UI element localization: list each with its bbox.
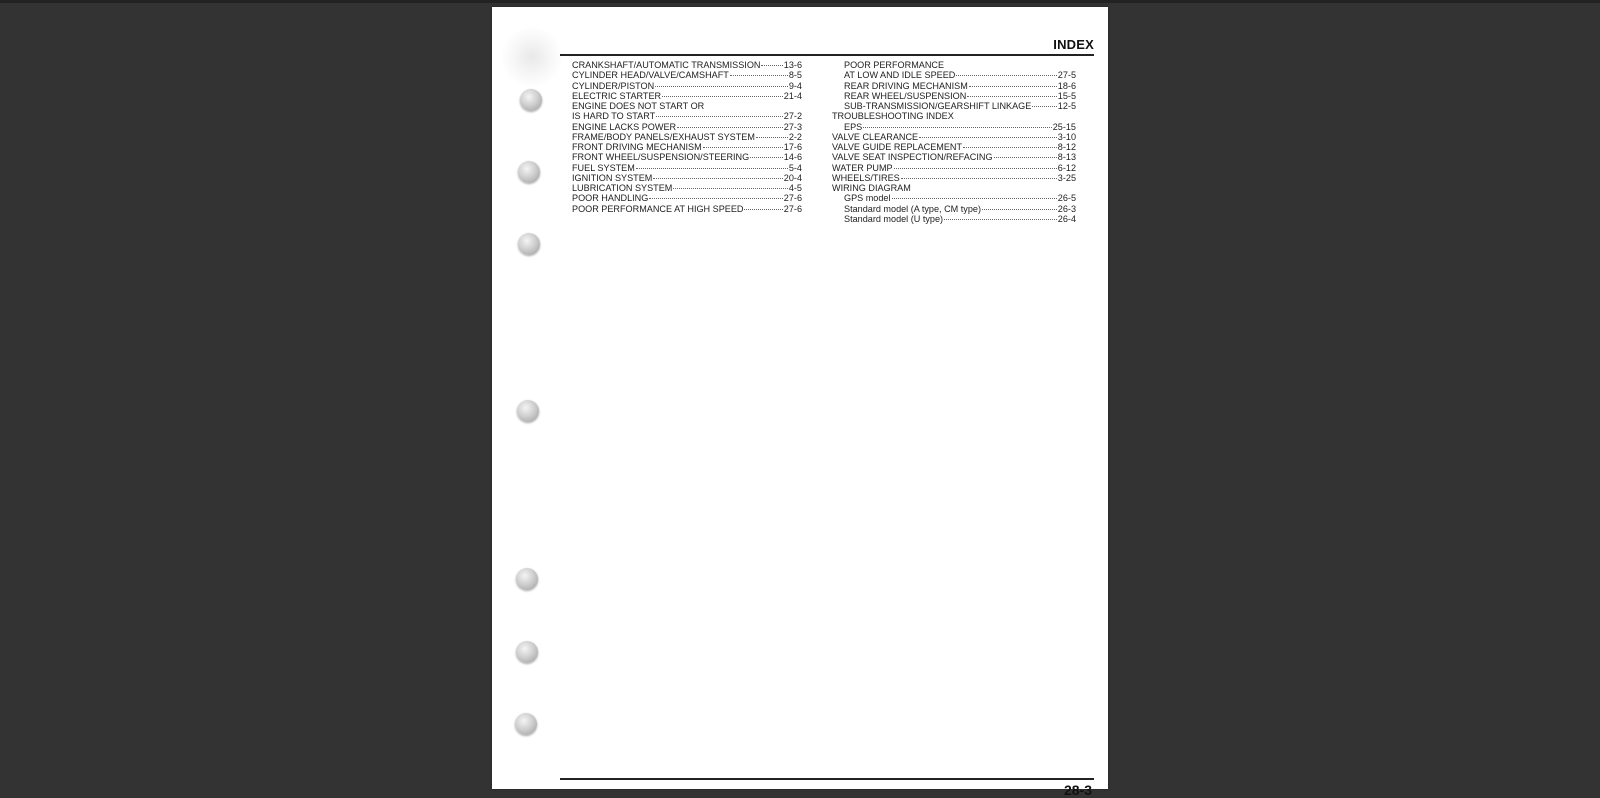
dot-leader (1032, 106, 1057, 107)
index-entry-page: 8-5 (788, 70, 802, 81)
index-entry-page: 9-4 (788, 80, 802, 91)
index-entry-title: FRONT WHEEL/SUSPENSION/STEERING (572, 152, 750, 163)
dot-leader (730, 75, 788, 76)
binder-hole-icon (520, 89, 542, 111)
index-entry (572, 70, 802, 80)
index-entry-title: FRONT DRIVING MECHANISM (572, 142, 702, 152)
dot-leader (944, 219, 1057, 220)
index-entry-title: VALVE GUIDE REPLACEMENT (832, 142, 963, 152)
index-entry-page: 27-5 (1057, 70, 1076, 81)
index-entry-page: 18-6 (1057, 80, 1076, 91)
index-entry (832, 111, 1076, 121)
document-page (492, 7, 1108, 798)
index-entry-page: 8-12 (1057, 142, 1076, 152)
index-column-right (832, 60, 1076, 224)
header-rule (560, 54, 1094, 56)
dot-leader (919, 137, 1057, 138)
index-entry-title: WHEELS/TIRES (832, 172, 900, 183)
dot-leader (892, 198, 1057, 199)
index-entry-title: REAR WHEEL/SUSPENSION (844, 90, 967, 101)
index-entry-title: VALVE SEAT INSPECTION/REFACING (832, 152, 993, 163)
binder-hole-icon (516, 568, 538, 590)
index-entry-page: 12-5 (1057, 101, 1076, 111)
index-entry-title: POOR PERFORMANCE (844, 60, 945, 70)
index-entry-title: VALVE CLEARANCE (832, 131, 919, 142)
index-entry (832, 142, 1076, 152)
index-entry-page: 3-10 (1057, 131, 1076, 142)
page-smudge (502, 27, 562, 87)
dot-leader (967, 96, 1057, 97)
index-entry (572, 101, 802, 111)
index-entry (832, 70, 1076, 80)
index-entry-title: CRANKSHAFT/AUTOMATIC TRANSMISSION (572, 60, 761, 70)
index-entry-page: 14-6 (783, 152, 802, 163)
index-entry-title: IS HARD TO START (572, 111, 656, 122)
dot-leader (756, 137, 788, 138)
index-entry-title: POOR HANDLING (572, 193, 649, 204)
index-entry-page: 26-3 (1057, 203, 1076, 214)
index-entry-title: CYLINDER/PISTON (572, 80, 655, 91)
index-entry-page: 27-6 (783, 193, 802, 204)
index-entry-title: POOR PERFORMANCE AT HIGH SPEED (572, 203, 744, 214)
dot-leader (982, 209, 1057, 210)
index-entry-title: AT LOW AND IDLE SPEED (844, 70, 956, 81)
index-entry-page: 26-5 (1057, 193, 1076, 204)
index-entry-page: 5-4 (788, 162, 802, 173)
index-entry-page: 13-6 (783, 60, 802, 70)
index-entry-title: GPS model (844, 193, 891, 204)
dot-leader (636, 168, 788, 169)
index-entry-title: Standard model (A type, CM type) (844, 203, 981, 214)
binder-hole-icon (517, 400, 539, 422)
index-entry-page: 20-4 (783, 172, 802, 183)
index-entry-title: CYLINDER HEAD/VALVE/CAMSHAFT (572, 70, 729, 81)
index-entry-page: 15-5 (1057, 90, 1076, 101)
index-entry (832, 132, 1076, 142)
index-entry-page: 21-4 (783, 90, 802, 101)
index-entry-title: REAR DRIVING MECHANISM (844, 80, 968, 91)
index-entry (832, 152, 1076, 162)
dot-leader (703, 147, 783, 148)
index-entry-page: 3-25 (1057, 172, 1076, 183)
index-entry-title: FRAME/BODY PANELS/EXHAUST SYSTEM (572, 131, 755, 142)
index-entry-page: 26-4 (1057, 213, 1076, 224)
page-header-title: INDEX (1053, 37, 1094, 52)
dot-leader (677, 127, 783, 128)
index-entry-title: WATER PUMP (832, 162, 893, 173)
dot-leader (761, 65, 782, 66)
dot-leader (963, 147, 1057, 148)
index-entry (572, 81, 802, 91)
dot-leader (901, 178, 1057, 179)
index-entry (832, 81, 1076, 91)
dot-leader (956, 75, 1056, 76)
index-entry (572, 193, 802, 203)
index-entry (832, 193, 1076, 203)
index-entry-title: TROUBLESHOOTING INDEX (832, 111, 954, 122)
index-entry (572, 122, 802, 132)
index-entry-page: 4-5 (788, 183, 802, 193)
index-entry (572, 152, 802, 162)
index-entry (572, 183, 802, 193)
dot-leader (655, 86, 788, 87)
index-entry-page: 17-6 (783, 142, 802, 152)
dot-leader (969, 86, 1057, 87)
index-entry (572, 142, 802, 152)
index-entry (572, 132, 802, 142)
index-entry (572, 111, 802, 121)
index-entry-title: IGNITION SYSTEM (572, 172, 653, 183)
index-entry (832, 214, 1076, 224)
binder-hole-icon (515, 713, 537, 735)
page-number: 28-3 (1063, 782, 1092, 798)
index-entry-page: 6-12 (1057, 162, 1076, 173)
dot-leader (649, 198, 782, 199)
index-entry (832, 204, 1076, 214)
binder-hole-icon (516, 641, 538, 663)
dot-leader (744, 209, 782, 210)
binder-hole-icon (518, 233, 540, 255)
index-entry-title: LUBRICATION SYSTEM (572, 183, 673, 193)
index-entry (572, 60, 802, 70)
footer-rule (560, 778, 1094, 780)
dot-leader (750, 157, 783, 158)
index-entry (832, 122, 1076, 132)
index-entry-title: WIRING DIAGRAM (832, 183, 911, 193)
index-entry-title: EPS (844, 121, 863, 132)
index-entry-page: 27-6 (783, 203, 802, 214)
index-entry-page: 27-3 (783, 121, 802, 132)
index-entry (572, 163, 802, 173)
index-entry (832, 91, 1076, 101)
index-entry (832, 173, 1076, 183)
index-entry-page: 2-2 (788, 131, 802, 142)
index-entry (832, 183, 1076, 193)
index-entry (572, 173, 802, 183)
index-entry-title: ENGINE LACKS POWER (572, 121, 677, 132)
index-entry-title: FUEL SYSTEM (572, 162, 635, 173)
index-entry (572, 91, 802, 101)
dot-leader (673, 188, 787, 189)
dot-leader (994, 157, 1057, 158)
index-entry-title: Standard model (U type) (844, 213, 944, 224)
index-entry-page: 8-13 (1057, 152, 1076, 163)
dot-leader (863, 127, 1052, 128)
index-entry-title: SUB-TRANSMISSION/GEARSHIFT LINKAGE (844, 101, 1032, 111)
dot-leader (653, 178, 782, 179)
index-entry-page: 25-15 (1052, 121, 1076, 132)
index-entry-title: ELECTRIC STARTER (572, 90, 662, 101)
index-entry (832, 101, 1076, 111)
dot-leader (662, 96, 783, 97)
index-entry (832, 163, 1076, 173)
index-entry (572, 204, 802, 214)
index-entry-page: 27-2 (783, 111, 802, 122)
dot-leader (656, 116, 783, 117)
dot-leader (894, 168, 1057, 169)
index-column-left (572, 60, 802, 214)
index-entry (832, 60, 1076, 70)
binder-hole-icon (518, 161, 540, 183)
index-entry-title: ENGINE DOES NOT START OR (572, 101, 705, 111)
